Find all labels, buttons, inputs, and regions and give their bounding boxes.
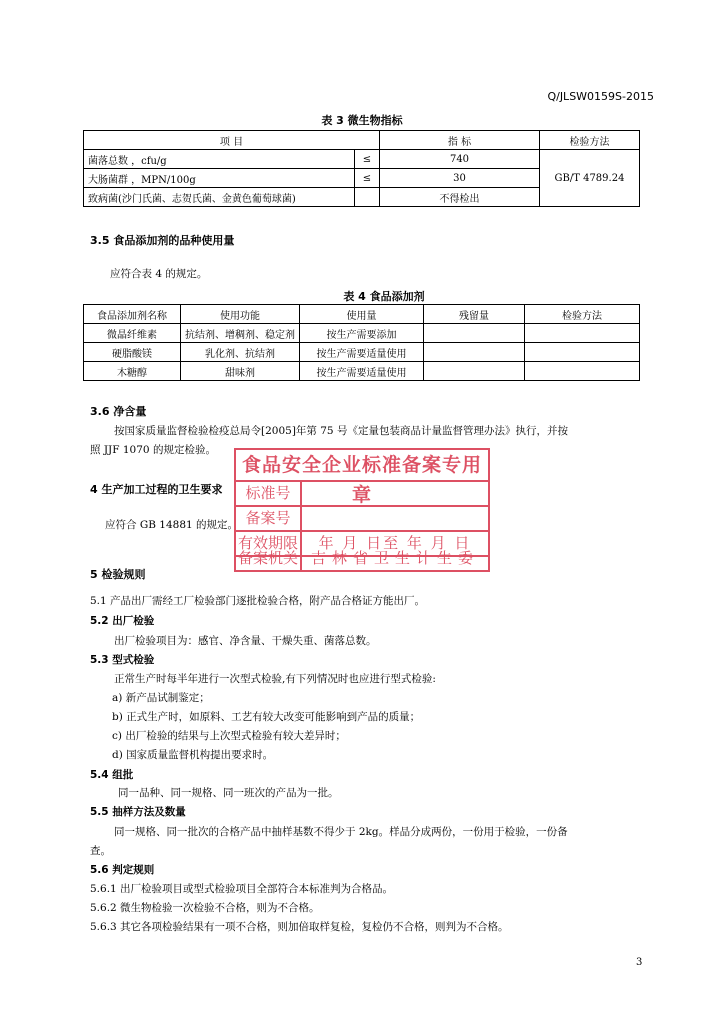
- stamp-row: [236, 507, 488, 532]
- stamp-label: 备案号: [236, 507, 302, 530]
- stamp-value: [302, 507, 488, 530]
- section-heading: 5.6 判定规则: [90, 864, 155, 876]
- paragraph: 5.6.2 微生物检验一次检验不合格，则为不合格。: [90, 902, 320, 914]
- section-heading: 3.5 食品添加剂的品种使用量: [90, 234, 235, 247]
- table-cell: ≤: [355, 169, 380, 188]
- table-cell: ≤: [355, 150, 380, 169]
- table-cell: [355, 188, 380, 207]
- section-heading: 5.3 型式检验: [90, 654, 155, 666]
- paragraph: 5.6.1 出厂检验项目或型式检验项目全部符合本标准判为合格品。: [90, 883, 394, 895]
- paragraph: 应符合 GB 14881 的规定。: [105, 519, 239, 531]
- filing-stamp: [234, 448, 490, 572]
- list-item: a) 新产品试制鉴定；: [112, 692, 210, 704]
- table-cell: 木糖醇: [84, 362, 181, 381]
- table-cell: 30: [380, 169, 540, 188]
- header-method: 检验方法: [540, 131, 640, 150]
- table-cell: 硬脂酸镁: [84, 343, 181, 362]
- paragraph: 查。: [90, 845, 111, 857]
- table-cell: [525, 362, 640, 381]
- table4-caption: 表 4 食品添加剂: [343, 290, 425, 303]
- list-item: d) 国家质量监督机构提出要求时。: [112, 749, 274, 761]
- stamp-row: [236, 482, 488, 507]
- table-cell: 不得检出: [380, 188, 540, 207]
- stamp-title: 食品安全企业标准备案专用章: [236, 450, 488, 482]
- table-cell: 微晶纤维素: [84, 324, 181, 343]
- paragraph: 同一品种、同一规格、同一班次的产品为一批。: [118, 787, 339, 799]
- stamp-value: 吉林省卫生计生委: [310, 549, 479, 567]
- section-heading: 3.6 净含量: [90, 405, 147, 418]
- table-cell: [525, 324, 640, 343]
- table-header: 使用量: [300, 305, 424, 324]
- table-cell: 致病菌(沙门氏菌、志贺氏菌、金黄色葡萄球菌): [84, 188, 355, 207]
- section-heading: 5 检验规则: [90, 568, 146, 581]
- paragraph: 按国家质量监督检验检疫总局令[2005]年第 75 号《定量包装商品计量监督管理办法》执行，并按: [114, 425, 568, 437]
- table-cell: [525, 343, 640, 362]
- paragraph: 正常生产时每半年进行一次型式检验,有下列情况时也应进行型式检验:: [114, 673, 436, 685]
- method-cell: GB/T 4789.24: [540, 150, 640, 207]
- table-cell: [424, 324, 525, 343]
- section-heading: 5.5 抽样方法及数量: [90, 806, 186, 818]
- page-number: 3: [636, 957, 643, 968]
- paragraph: 照 JJF 1070 的规定检验。: [90, 444, 216, 456]
- table-cell: 抗结剂、增稠剂、稳定剂: [181, 324, 300, 343]
- list-item: c) 出厂检验的结果与上次型式检验有较大差异时；: [112, 730, 346, 742]
- paragraph: 出厂检验项目为：感官、净含量、干燥失重、菌落总数。: [114, 635, 377, 647]
- paragraph: 5.6.3 其它各项检验结果有一项不合格，则加倍取样复检，复检仍不合格，则判为不合格。: [90, 921, 509, 933]
- header-limit: 指 标: [380, 131, 540, 150]
- stamp-label: 备案机关: [236, 547, 302, 570]
- stamp-label: 有效期限: [236, 532, 302, 555]
- table3-caption: 表 3 微生物指标: [321, 114, 403, 127]
- table-header: 检验方法: [525, 305, 640, 324]
- table-cell: 按生产需要适量使用: [300, 362, 424, 381]
- table-cell: 甜味剂: [181, 362, 300, 381]
- list-item: b) 正式生产时，如原料、工艺有较大改变可能影响到产品的质量；: [112, 711, 421, 723]
- table-cell: 按生产需要适量使用: [300, 343, 424, 362]
- section-heading: 5.2 出厂检验: [90, 615, 155, 627]
- header-item: 项 目: [84, 131, 380, 150]
- table-cell: 乳化剂、抗结剂: [181, 343, 300, 362]
- stamp-value: [302, 482, 488, 505]
- paragraph: 应符合表 4 的规定。: [110, 268, 208, 280]
- stamp-value: 年 月 日至 年 月 日: [318, 534, 472, 552]
- stamp-label: 标准号: [236, 482, 302, 505]
- section-heading: 5.4 组批: [90, 769, 134, 781]
- table-header: 食品添加剂名称: [84, 305, 181, 324]
- table-cell: [424, 343, 525, 362]
- stamp-row: [236, 547, 488, 570]
- table-header: 残留量: [424, 305, 525, 324]
- document-code: Q/JLSW0159S-2015: [547, 90, 654, 103]
- table-header: 使用功能: [181, 305, 300, 324]
- microbiology-table: [83, 130, 640, 207]
- additive-table: [83, 304, 640, 381]
- table-cell: 菌落总数 ，cfu/g: [84, 150, 355, 169]
- table-cell: 大肠菌群 ，MPN/100g: [84, 169, 355, 188]
- section-heading: 4 生产加工过程的卫生要求: [90, 483, 223, 496]
- paragraph: 5.1 产品出厂需经工厂检验部门逐批检验合格，附产品合格证方能出厂。: [90, 595, 426, 607]
- table-cell: [424, 362, 525, 381]
- paragraph: 同一规格、同一批次的合格产品中抽样基数不得少于 2kg。样品分成两份，一份用于检验，一份备: [114, 826, 568, 838]
- table-cell: 740: [380, 150, 540, 169]
- table-cell: 按生产需要添加: [300, 324, 424, 343]
